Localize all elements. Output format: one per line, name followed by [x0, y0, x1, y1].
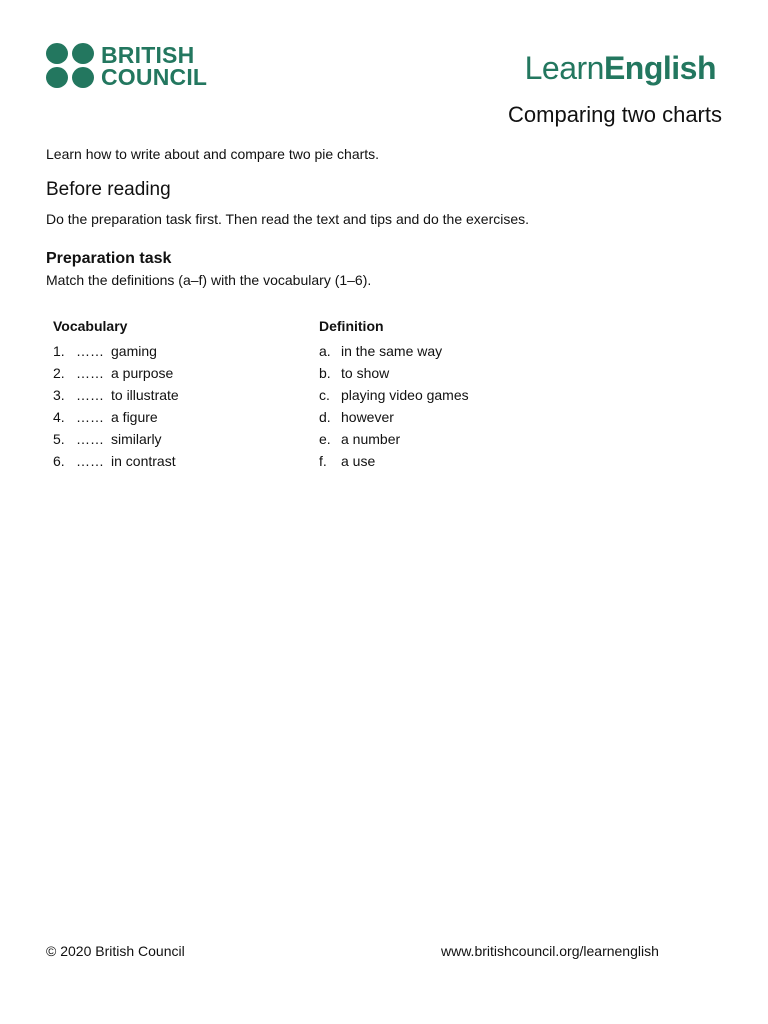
definition-letter: e.	[319, 431, 331, 447]
logo-text	[101, 41, 208, 90]
vocabulary-item	[53, 428, 179, 450]
definition-item	[319, 340, 469, 362]
answer-blank: ……	[76, 387, 104, 403]
intro-text: Learn how to write about and compare two pie charts.	[46, 146, 380, 162]
vocab-number: 5.	[53, 431, 65, 447]
learnenglish-brand	[525, 50, 716, 86]
vocabulary-list	[53, 340, 179, 472]
logo-dots-icon	[46, 43, 94, 88]
vocab-word: to illustrate	[111, 387, 179, 403]
definition-letter: b.	[319, 365, 331, 381]
preparation-task-text: Match the definitions (a–f) with the vocabulary (1–6).	[46, 272, 372, 288]
answer-blank: ……	[76, 453, 104, 469]
definition-text: to show	[341, 365, 390, 381]
definition-text: however	[341, 409, 394, 425]
definition-item	[319, 428, 469, 450]
vocab-word: in contrast	[111, 453, 176, 469]
vocabulary-header: Vocabulary	[53, 318, 128, 334]
definition-item	[319, 362, 469, 384]
british-council-logo	[46, 43, 207, 88]
definition-letter: d.	[319, 409, 331, 425]
vocab-number: 1.	[53, 343, 65, 359]
vocab-word: a figure	[111, 409, 158, 425]
vocabulary-item	[53, 406, 179, 428]
definition-list	[319, 340, 469, 472]
logo-line-1: BRITISH	[101, 41, 195, 68]
brand-learn: Learn	[524, 50, 604, 86]
answer-blank: ……	[76, 365, 104, 381]
vocabulary-item	[53, 362, 179, 384]
definition-text: playing video games	[341, 387, 469, 403]
vocab-number: 2.	[53, 365, 65, 381]
answer-blank: ……	[76, 431, 104, 447]
logo-dot	[72, 67, 94, 88]
definition-item	[319, 384, 469, 406]
definition-header: Definition	[319, 318, 384, 334]
vocab-number: 3.	[53, 387, 65, 403]
definition-item	[319, 406, 469, 428]
vocab-number: 4.	[53, 409, 65, 425]
vocabulary-item	[53, 340, 179, 362]
logo-dot	[46, 43, 68, 64]
vocab-word: a purpose	[111, 365, 174, 381]
vocabulary-item	[53, 450, 179, 472]
definition-text: a use	[341, 453, 376, 469]
before-reading-text: Do the preparation task first. Then read the text and tips and do the exercises.	[46, 211, 530, 227]
definition-text: a number	[341, 431, 401, 447]
vocabulary-item	[53, 384, 179, 406]
brand-english: English	[603, 50, 716, 86]
footer-copyright: © 2020 British Council	[46, 943, 185, 959]
answer-blank: ……	[76, 343, 104, 359]
vocab-word: similarly	[111, 431, 162, 447]
logo-dot	[72, 43, 94, 64]
vocab-number: 6.	[53, 453, 65, 469]
preparation-task-heading: Preparation task	[46, 250, 172, 267]
definition-letter: a.	[319, 343, 331, 359]
definition-text: in the same way	[341, 343, 443, 359]
vocab-word: gaming	[111, 343, 157, 359]
footer-url[interactable]: www.britishcouncil.org/learnenglish	[441, 943, 659, 959]
definition-letter: f.	[319, 453, 327, 469]
logo-dot	[46, 67, 68, 88]
logo-line-2: COUNCIL	[101, 63, 208, 90]
answer-blank: ……	[76, 409, 104, 425]
definition-item	[319, 450, 469, 472]
document-title: Comparing two charts	[508, 102, 722, 127]
before-reading-heading: Before reading	[46, 179, 171, 200]
definition-letter: c.	[319, 387, 330, 403]
